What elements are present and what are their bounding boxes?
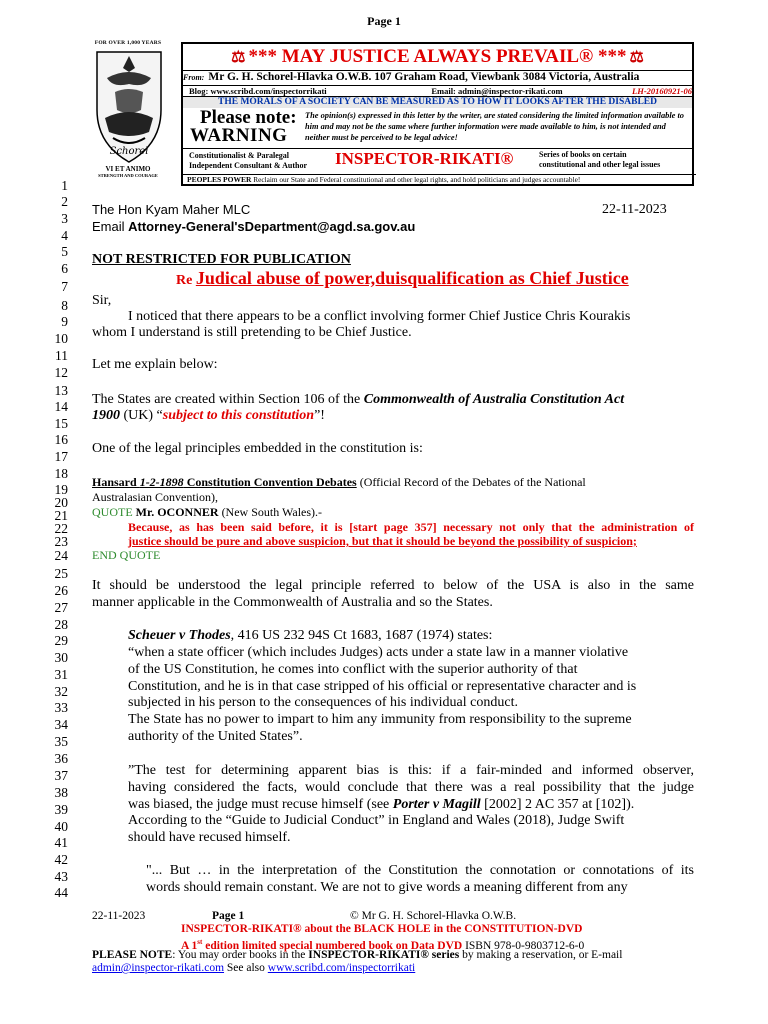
from-address: Mr G. H. Schorel-Hlavka O.W.B. 107 Graham Road, Viewbank 3084 Victoria, Australia (208, 71, 640, 83)
text-span: (Official Record of the Debates of the National (356, 475, 586, 489)
line-number: 8 (61, 298, 68, 313)
text-span: (New South Wales).- (218, 505, 323, 519)
disclaimer-text: The opinion(s) expressed in this letter by the writer, are stated considering the limited information available to him and may not be the same where further information were made available to him, is not intended and neither must be perceived to be legal advice! (305, 111, 684, 142)
peoples-power-label: PEOPLES POWER (187, 175, 252, 184)
family-crest-icon (93, 48, 165, 166)
email-link[interactable]: Email: admin@inspector-rikati.com (431, 86, 563, 96)
quote-text-2: justice should be pure and above suspicion, but that it should be beyond the possibility of suspicion; (128, 534, 637, 548)
text-span: st (197, 938, 203, 946)
line-number: 36 (54, 751, 68, 766)
line-number: 4 (61, 228, 68, 243)
line-number: 21 (54, 508, 68, 523)
letter-date: 22-11-2023 (602, 202, 667, 217)
text-span: was biased, the judge must recuse himself (see (128, 797, 393, 812)
note-label: PLEASE NOTE (92, 949, 173, 961)
case-quote-5: The State has no power to impart to him any immunity from responsibility to the supreme (128, 712, 632, 727)
role-2: Independent Consultant & Author (189, 161, 308, 170)
case-quote-1: “when a state officer (which includes Judges) acts under a state law in a manner violative (128, 645, 629, 660)
end-quote-label: END QUOTE (92, 548, 161, 562)
text-span: Constitution Convention Debates (183, 475, 357, 489)
line-number: 29 (54, 633, 68, 648)
line-number: 38 (54, 785, 68, 800)
line-number: 42 (54, 852, 68, 867)
letter-ref-code: LH-20160921-06 (632, 86, 692, 96)
para-4: One of the legal principles embedded in the constitution is: (92, 441, 423, 456)
line-number: 16 (54, 432, 68, 447)
interpretation-line-2: words should remain constant. We are not to give words a meaning different from any (146, 880, 628, 895)
blog-link[interactable]: Blog: www.scribd.com/inspectorrikati (189, 86, 327, 96)
footer-dvd-title: INSPECTOR-RIKATI® about the BLACK HOLE in the CONSTITUTION-DVD (181, 923, 583, 935)
warning-label: WARNING (190, 125, 288, 146)
text-span: , 416 US 232 94S Ct 1683, 1687 (1974) states: (230, 628, 493, 643)
act-year: 1900 (92, 408, 120, 423)
salutation: Sir, (92, 293, 112, 308)
line-number: 39 (54, 802, 68, 817)
line-number: 12 (54, 365, 68, 380)
author-roles (189, 151, 307, 171)
bias-para-2: having considered the facts, would conclude that there was a real possibility that the judge (128, 780, 694, 795)
scales-icon: ⚖ (629, 49, 644, 66)
restriction-notice: NOT RESTRICTED FOR PUBLICATION (92, 252, 351, 267)
line-number: 26 (54, 583, 68, 598)
text-span: Hansard (92, 475, 140, 489)
re-line (176, 270, 629, 289)
series-name: INSPECTOR-RIKATI® series (308, 949, 460, 961)
line-number: 31 (54, 667, 68, 682)
text-span: : You may order books in the (172, 949, 309, 961)
banner-text: *** MAY JUSTICE ALWAYS PREVAIL® *** (248, 46, 627, 67)
line-number: 40 (54, 819, 68, 834)
footer-page: Page 1 (212, 910, 245, 922)
letterhead-from-row (183, 70, 692, 85)
series-line-2: constitutional and other legal issues (539, 160, 661, 169)
series-line-1: Series of books on certain (539, 150, 627, 159)
interpretation-line-1: "... But … in the interpretation of the Constitution the connotation or connotations of its (146, 863, 694, 878)
text-span: edition limited special numbered book on Data DVD (202, 939, 466, 952)
bias-para-1: ”The test for determining apparent bias is this: if a fair-minded and informed observer, (128, 763, 694, 778)
line-number: 18 (54, 466, 68, 481)
line-number: 32 (54, 684, 68, 699)
line-number: 22 (54, 521, 68, 536)
email-label: Email (92, 219, 129, 234)
line-number: 6 (61, 261, 68, 276)
text-span: by making a reservation, or E-mail (459, 949, 623, 961)
line-number: 10 (54, 331, 68, 346)
series-description (539, 150, 660, 170)
line-number: 15 (54, 416, 68, 431)
hansard-line (92, 474, 586, 490)
bias-para-5: should have recused himself. (128, 830, 291, 845)
para-1-line-1: I noticed that there appears to be a conflict involving former Chief Justice Chris Kourakis (128, 309, 631, 324)
case-quote-4: subjected in his person to the consequences of his individual conduct. (128, 695, 518, 710)
case-quote-3: Constitution, and he is in that case stripped of his official or representative character and is (128, 679, 637, 694)
case-quote-2: of the US Constitution, he comes into conflict with the superior authority of that (128, 662, 578, 677)
line-number: 35 (54, 734, 68, 749)
quote-text-1: Because, as has been said before, it is [start page 357] necessary not only that the administration of (128, 520, 694, 534)
crest-motto-sub: STRENGTH AND COURAGE (98, 173, 158, 178)
footer-date: 22-11-2023 (92, 910, 146, 922)
line-number: 11 (55, 348, 68, 363)
scales-icon: ⚖ (231, 49, 246, 66)
line-number: 14 (54, 399, 68, 414)
bias-para-4: According to the “Guide to Judicial Conduct” in England and Wales (2018), Judge Swift (128, 813, 625, 828)
line-number: 1 (61, 178, 68, 193)
page-number-header: Page 1 (367, 14, 401, 28)
para-3-line-1 (92, 392, 624, 408)
case-citation (128, 628, 492, 644)
svg-text:Schorel: Schorel (109, 146, 149, 157)
hansard-line-2: Australasian Convention), (92, 490, 218, 504)
recipient: The Hon Kyam Maher MLC (92, 202, 251, 217)
line-number: 44 (54, 885, 68, 900)
speaker-name: Mr. OCONNER (132, 505, 219, 519)
text-span: (UK) “ (120, 408, 163, 423)
line-number: 41 (54, 835, 68, 850)
line-number: 5 (61, 244, 68, 259)
morals-banner: THE MORALS OF A SOCIETY CAN BE MEASURED AS TO HOW IT LOOKS AFTER THE DISABLED (183, 96, 692, 108)
text-span: See also (224, 962, 268, 974)
letterhead-banner (183, 44, 692, 70)
email-address[interactable]: Attorney-General'sDepartment@agd.sa.gov.au (128, 219, 416, 234)
footer-copyright: © Mr G. H. Schorel-Hlavka O.W.B. (350, 910, 517, 922)
quote-label: QUOTE (92, 505, 133, 519)
line-number: 3 (61, 211, 68, 226)
line-number: 23 (54, 534, 68, 549)
para-5-line-1: It should be understood the legal principle referred to below of the USA is also in the same (92, 578, 694, 593)
para-1-line-2: whom I understand is still pretending to be Chief Justice. (92, 325, 412, 340)
act-title: Commonwealth of Australia Constitution Act (363, 392, 625, 407)
re-subject: Judical abuse of power,duisqualification as Chief Justice (195, 268, 629, 288)
line-number: 28 (54, 617, 68, 632)
text-span: A 1 (181, 939, 198, 952)
text-span: The States are created within Section 106 of the (92, 392, 364, 407)
footer-url-link[interactable]: www.scribd.com/inspectorrikati (267, 962, 416, 974)
email-line (92, 219, 415, 235)
case-name: Scheuer v Thodes (128, 628, 231, 643)
line-number: 19 (54, 482, 68, 497)
line-number: 2 (61, 194, 68, 209)
crest-caption: FOR OVER 1,000 YEARS (94, 40, 162, 46)
line-number: 34 (54, 717, 68, 732)
footer-note (92, 949, 622, 962)
line-number: 9 (61, 314, 68, 329)
line-number: 30 (54, 650, 68, 665)
line-number: 25 (54, 566, 68, 581)
line-number: 37 (54, 768, 68, 783)
line-number: 17 (54, 449, 68, 464)
subject-phrase: subject to this constitution (162, 408, 315, 423)
case-name: Porter v Magill (392, 797, 481, 812)
line-number: 24 (54, 548, 68, 563)
para-5-line-2: manner applicable in the Commonwealth of Australia and so the States. (92, 595, 493, 610)
case-quote-6: authority of the United States”. (128, 729, 303, 744)
isbn: ISBN 978-0-9803712-6-0 (465, 939, 585, 952)
peoples-power-text: Reclaim our State and Federal constitutional and other legal rights, and hold politicians and judges accountable! (251, 175, 581, 184)
hansard-citation (92, 475, 357, 489)
text-span: ”! (314, 408, 325, 423)
para-3-line-2 (92, 408, 325, 424)
line-number: 43 (54, 869, 68, 884)
bias-para-3 (128, 797, 634, 813)
line-number: 33 (54, 700, 68, 715)
role-1: Constitutionalist & Paralegal (189, 151, 289, 160)
footer-email-link[interactable]: admin@inspector-rikati.com (92, 962, 225, 974)
text-span: [2002] 2 AC 357 at [102]). (480, 797, 635, 812)
line-number: 20 (54, 495, 68, 510)
para-2: Let me explain below: (92, 357, 218, 372)
line-number: 27 (54, 600, 68, 615)
hansard-date: 1-2-1898 (139, 475, 184, 489)
line-number: 7 (61, 279, 68, 294)
peoples-power-row (183, 174, 696, 185)
re-label: Re (176, 273, 196, 288)
line-number: 13 (54, 383, 68, 398)
crest-motto: VI ET ANIMO (105, 165, 151, 173)
quote-line (92, 504, 322, 520)
please-note-label: Please note: (200, 107, 297, 128)
brand-name: INSPECTOR-RIKATI® (335, 149, 514, 168)
footer-links (92, 962, 415, 975)
from-label: From: (183, 73, 205, 82)
